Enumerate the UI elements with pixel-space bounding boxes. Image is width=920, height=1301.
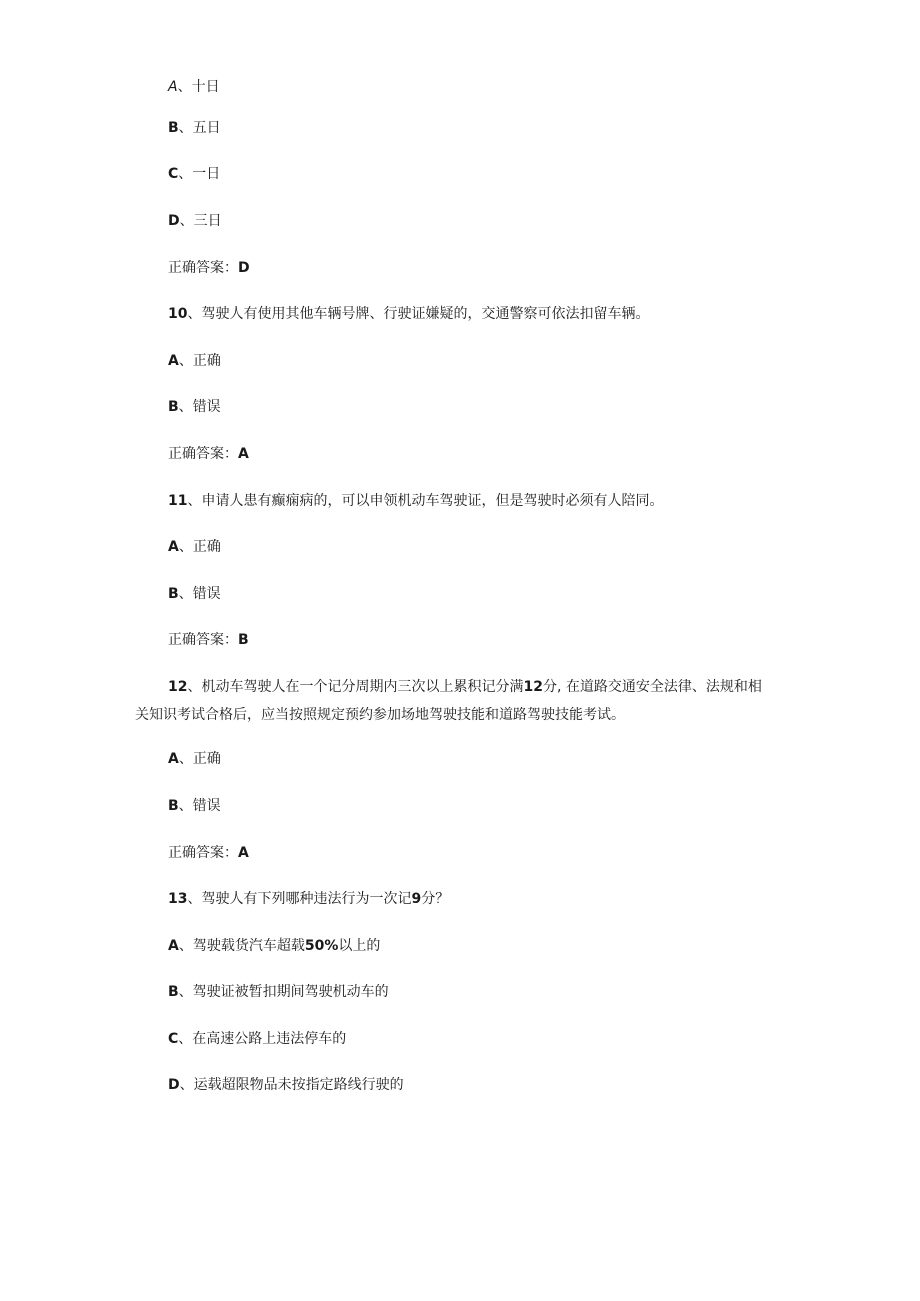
q13-option-b [168, 982, 389, 1002]
q12-option-a [168, 749, 221, 769]
option-text: 、错误 [178, 399, 221, 415]
q10-question [168, 304, 649, 324]
q11-option-b [168, 584, 221, 604]
option-letter: B [168, 984, 179, 1000]
option-text: 、十日 [177, 79, 220, 95]
q13-option-d [168, 1075, 404, 1095]
q9-answer [168, 258, 250, 278]
option-letter: B [168, 120, 179, 136]
option-letter: A [168, 938, 179, 954]
q10-option-a [168, 351, 221, 371]
question-points: 9 [411, 891, 422, 907]
option-letter: B [168, 399, 179, 415]
option-letter: A [168, 751, 179, 767]
q10-option-b [168, 397, 221, 417]
question-points: 12 [523, 679, 543, 695]
question-number: 12 [168, 679, 188, 695]
option-letter: A [168, 79, 178, 95]
question-text-before: 、驾驶人有下列哪种违法行为一次记 [187, 891, 412, 907]
option-text: 、错误 [178, 586, 221, 602]
question-text-after: 分, 在道路交通安全法律、法规和相关知识考试合格后，应当按照规定预约参加场地驾驶技能和道路驾驶技能考试。 [135, 679, 762, 723]
answer-value: A [238, 446, 249, 462]
question-text: 、驾驶人有使用其他车辆号牌、行驶证嫌疑的，交通警察可依法扣留车辆。 [187, 306, 650, 322]
option-letter: B [168, 798, 179, 814]
option-letter: C [168, 1031, 179, 1047]
q9-option-a [168, 77, 220, 97]
q13-option-c [168, 1029, 346, 1049]
question-text-before: 、机动车驾驶人在一个记分周期内三次以上累积记分满 [187, 679, 524, 695]
option-text: 、驾驶证被暂扣期间驾驶机动车的 [178, 984, 389, 1000]
q12-option-b [168, 796, 221, 816]
q11-answer [168, 630, 249, 650]
question-number: 13 [168, 891, 188, 907]
question-text: 、申请人患有癫痫病的，可以申领机动车驾驶证，但是驾驶时必须有人陪同。 [187, 493, 664, 509]
q12-answer [168, 843, 249, 863]
option-letter: B [168, 586, 179, 602]
option-letter: D [168, 213, 180, 229]
q9-option-d [168, 211, 222, 231]
option-text: 、运载超限物品未按指定路线行驶的 [179, 1077, 404, 1093]
answer-value: B [238, 632, 249, 648]
option-text: 、在高速公路上违法停车的 [178, 1031, 347, 1047]
q12-question [135, 673, 775, 729]
option-text: 、正确 [178, 539, 221, 555]
answer-label: 正确答案： [168, 632, 238, 648]
option-bold-value: 50% [304, 938, 339, 954]
option-text: 、正确 [178, 353, 221, 369]
q11-question [168, 491, 663, 511]
option-letter: A [168, 353, 179, 369]
option-letter: D [168, 1077, 180, 1093]
answer-value: D [238, 260, 250, 276]
option-text-before: 、驾驶载货汽车超载 [178, 938, 305, 954]
answer-label: 正确答案： [168, 446, 238, 462]
q9-option-c [168, 164, 220, 184]
q11-option-a [168, 537, 221, 557]
q13-option-a [168, 936, 380, 956]
question-text-after: 分？ [421, 891, 450, 907]
answer-label: 正确答案： [168, 845, 238, 861]
q13-question [168, 889, 449, 909]
option-text-after: 以上的 [338, 938, 381, 954]
option-letter: C [168, 166, 179, 182]
option-text: 、三日 [179, 213, 222, 229]
option-text: 、错误 [178, 798, 221, 814]
question-number: 11 [168, 493, 188, 509]
q10-answer [168, 444, 249, 464]
option-text: 、正确 [178, 751, 221, 767]
option-text: 、五日 [178, 120, 221, 136]
q9-option-b [168, 118, 221, 138]
question-number: 10 [168, 306, 188, 322]
answer-label: 正确答案： [168, 260, 238, 276]
option-text: 、一日 [178, 166, 221, 182]
option-letter: A [168, 539, 179, 555]
answer-value: A [238, 845, 249, 861]
